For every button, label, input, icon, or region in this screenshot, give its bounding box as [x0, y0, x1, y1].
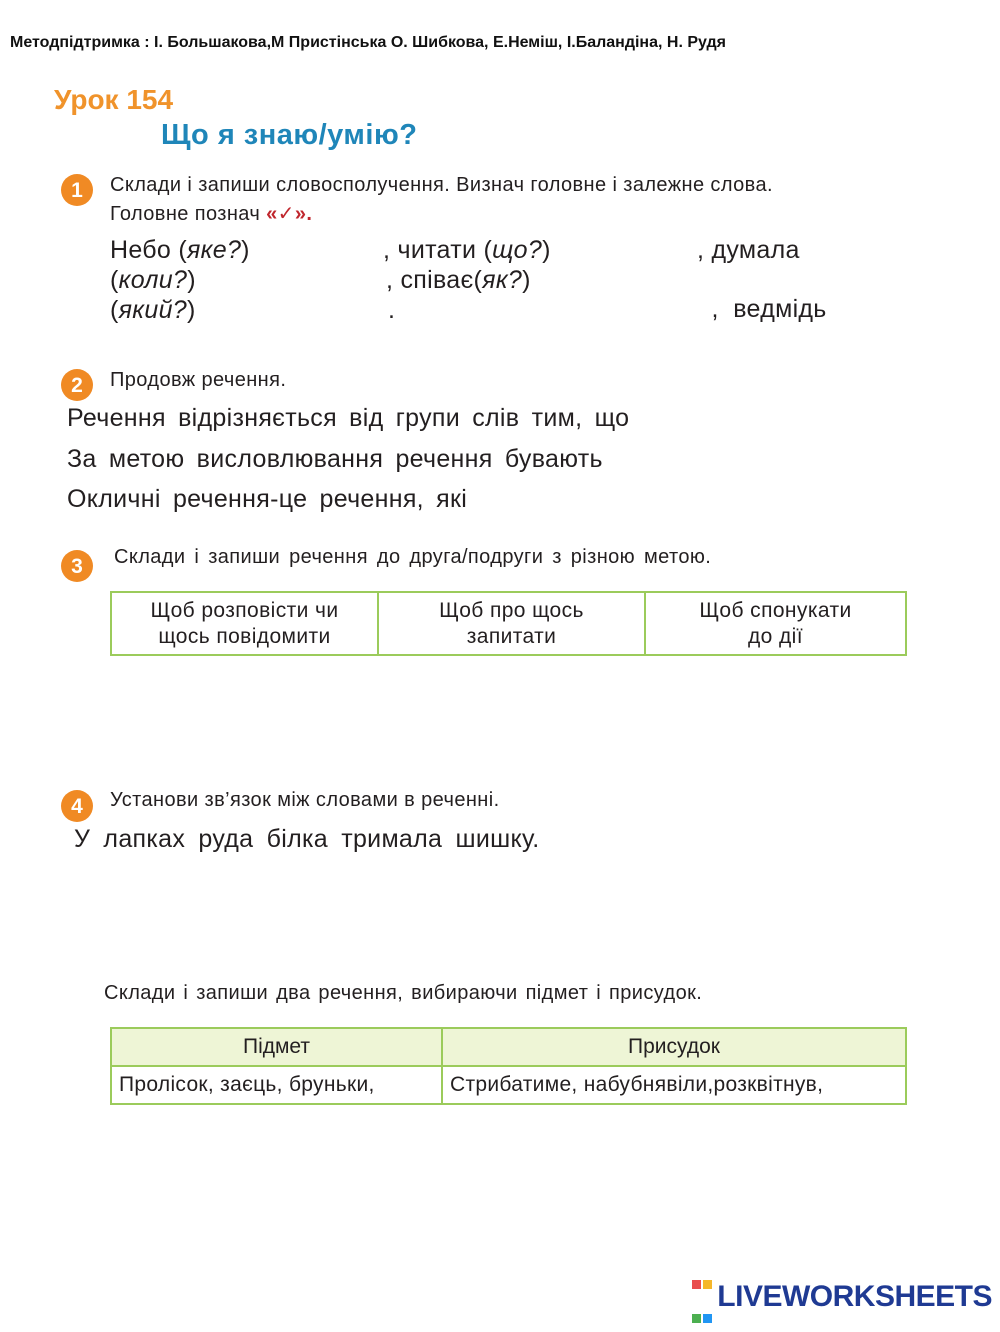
phrase-item: , ведмідь: [711, 295, 827, 323]
task-1-badge: 1: [61, 174, 93, 206]
task-1-instruction: Склади і запиши словосполучення. Визнач головне і залежне слова.: [110, 174, 773, 196]
phrase-item: .: [388, 296, 396, 324]
predicate-options: Стрибатиме, набубнявіли,розквітнув,: [442, 1066, 906, 1104]
sentence-prompt: За метою висловлювання речення бувають: [67, 445, 603, 473]
task-3-badge: 3: [61, 550, 93, 582]
task-5-instruction: Склади і запиши два речення, вибираючи підмет і присудок.: [104, 982, 703, 1004]
subject-predicate-table: [110, 1027, 907, 1105]
task-1-instruction-prefix: Головне познач: [110, 203, 267, 225]
credits-line: Методпідтримка : І. Большакова,М Пристінська О. Шибкова, Е.Неміш, І.Баландіна, Н. Рудя: [10, 34, 726, 51]
task-4-badge: 4: [61, 790, 93, 822]
phrase-item: , думала: [697, 236, 800, 264]
subject-options: Пролісок, заєць, бруньки,: [111, 1066, 442, 1104]
purpose-cell-narrative: Щоб розповісти чи щось повідомити: [111, 592, 378, 655]
phrase-item: (який?): [110, 296, 196, 324]
task-4-instruction: Установи зв’язок між словами в реченні.: [110, 789, 500, 811]
phrase-item: , співає(як?): [386, 266, 531, 294]
purpose-cell-question: Щоб про щось запитати: [378, 592, 645, 655]
sentence-prompt: Окличні речення-це речення, які: [67, 485, 468, 513]
predicate-header: Присудок: [442, 1028, 906, 1066]
task-4-sentence: У лапках руда білка тримала шишку.: [74, 825, 540, 853]
phrase-item: (коли?): [110, 266, 196, 294]
task-3-instruction: Склади і запиши речення до друга/подруги з різною метою.: [114, 546, 712, 568]
lesson-title: Урок 154: [54, 84, 174, 115]
logo-icon: [691, 1264, 713, 1332]
check-mark-icon: «✓».: [266, 203, 313, 225]
liveworksheets-logo: LIVEWORKSHEETS: [691, 1264, 992, 1332]
sentence-prompt: Речення відрізняється від групи слів тим, що: [67, 404, 630, 432]
phrase-item: , читати (що?): [383, 236, 551, 264]
lesson-subtitle: Що я знаю/умію?: [161, 119, 418, 151]
subject-header: Підмет: [111, 1028, 442, 1066]
purpose-cell-imperative: Щоб спонукати до дії: [645, 592, 906, 655]
task-1-instruction-line2: [110, 201, 312, 226]
purpose-table: [110, 591, 907, 656]
phrase-item: Небо (яке?): [110, 236, 250, 264]
task-2-instruction: Продовж речення.: [110, 369, 287, 391]
task-2-badge: 2: [61, 369, 93, 401]
